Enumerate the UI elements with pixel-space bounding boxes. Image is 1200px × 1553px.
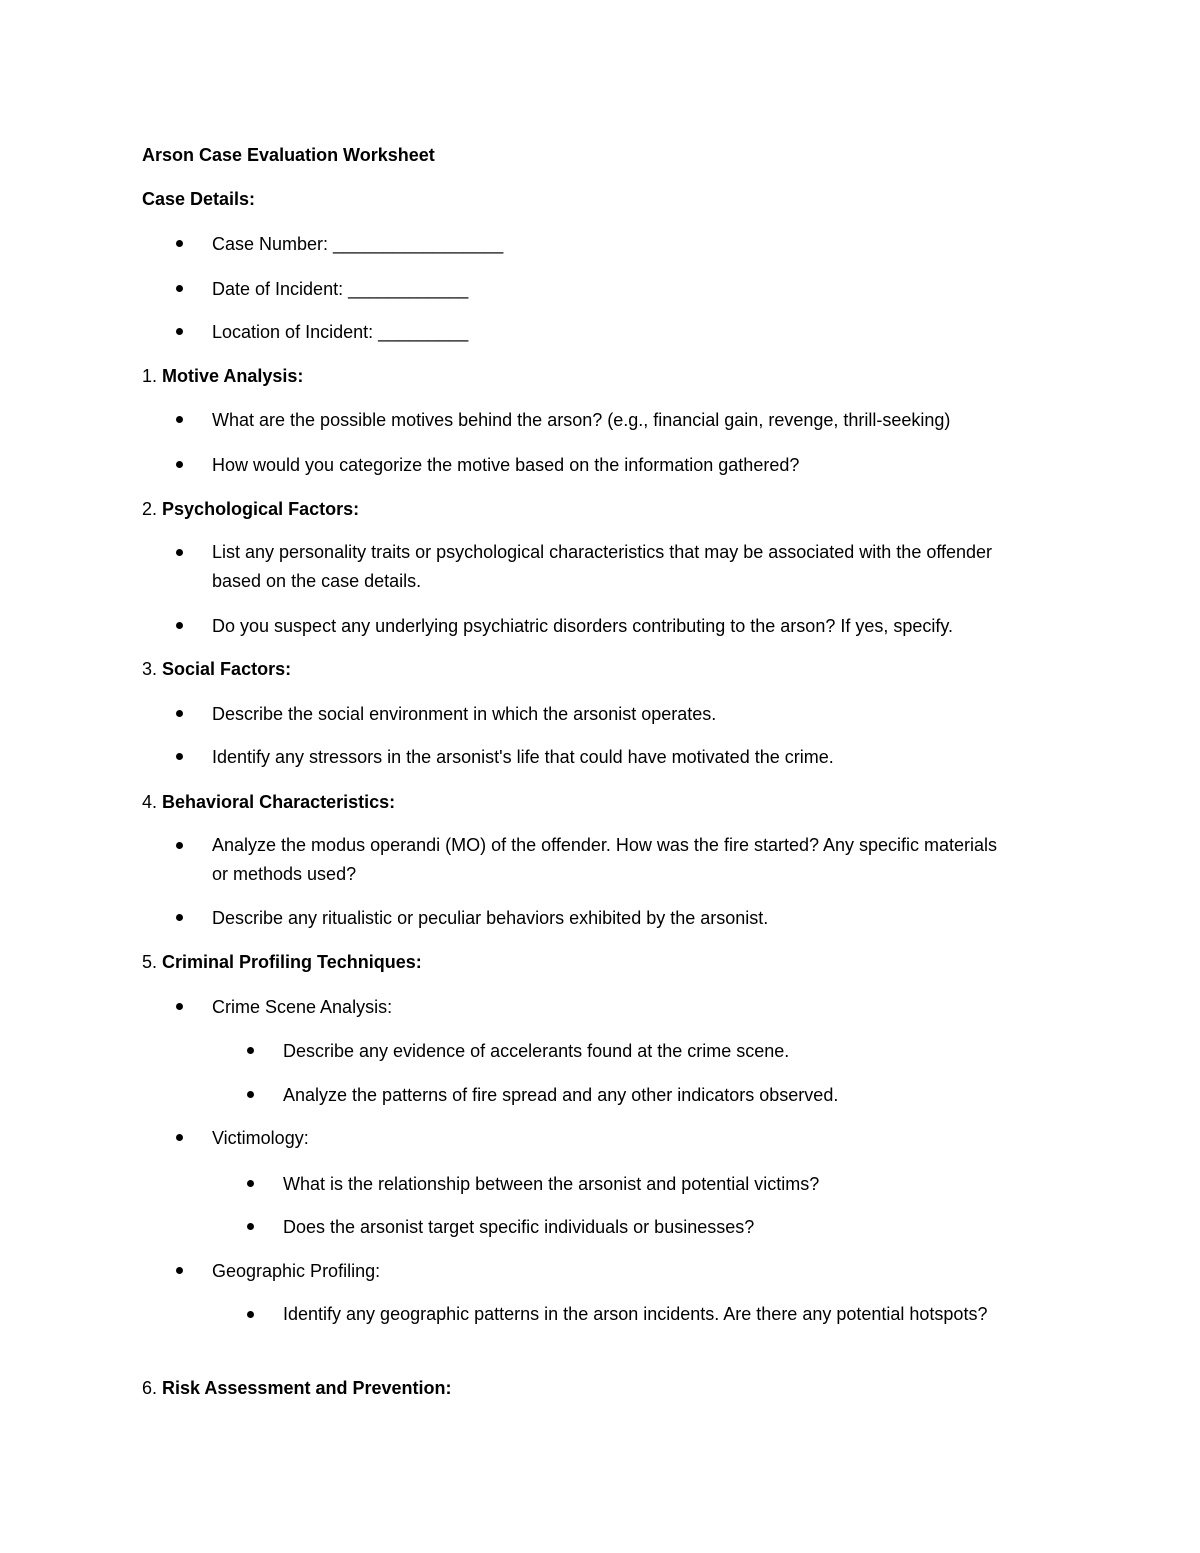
- section-5-title: Criminal Profiling Techniques:: [162, 952, 422, 972]
- bullet-icon: [176, 416, 183, 423]
- crime-scene-question-1: Describe any evidence of accelerants found at the crime scene.: [283, 1041, 790, 1061]
- victimology-question-2: Does the arsonist target specific individuals or businesses?: [283, 1217, 755, 1237]
- social-question-1: Describe the social environment in which the arsonist operates.: [212, 704, 717, 724]
- victimology-label: Victimology:: [212, 1128, 309, 1148]
- bullet-icon: [176, 710, 183, 717]
- section-6-number: 6.: [142, 1378, 158, 1398]
- section-3-title: Social Factors:: [162, 659, 292, 679]
- section-3-number: 3.: [142, 659, 158, 679]
- case-details-heading: Case Details:: [142, 189, 256, 209]
- bullet-icon: [176, 461, 183, 468]
- crime-scene-question-2: Analyze the patterns of fire spread and any other indicators observed.: [283, 1085, 839, 1105]
- section-4-heading: [142, 791, 395, 813]
- bullet-icon: [176, 842, 183, 849]
- bullet-icon: [247, 1047, 254, 1054]
- behavioral-question-1: Analyze the modus operandi (MO) of the offender. How was the fire started? Any specific materials or methods used?: [212, 835, 998, 884]
- location-of-incident-field: Location of Incident: _________: [212, 322, 469, 342]
- page-title: Arson Case Evaluation Worksheet: [142, 145, 435, 165]
- geographic-label: Geographic Profiling:: [212, 1261, 381, 1281]
- bullet-icon: [247, 1180, 254, 1187]
- section-3-heading: [142, 658, 291, 680]
- section-4-number: 4.: [142, 792, 158, 812]
- bullet-icon: [176, 753, 183, 760]
- section-5-number: 5.: [142, 952, 158, 972]
- case-number-field: Case Number: _________________: [212, 234, 504, 254]
- psychological-question-2: Do you suspect any underlying psychiatric disorders contributing to the arson? If yes, specify.: [212, 616, 954, 636]
- bullet-icon: [176, 1267, 183, 1274]
- section-2-heading: [142, 498, 359, 520]
- bullet-icon: [247, 1311, 254, 1318]
- bullet-icon: [247, 1223, 254, 1230]
- section-1-title: Motive Analysis:: [162, 366, 304, 386]
- bullet-icon: [176, 622, 183, 629]
- bullet-icon: [176, 1134, 183, 1141]
- bullet-icon: [176, 1003, 183, 1010]
- geographic-question-1: Identify any geographic patterns in the arson incidents. Are there any potential hotspots?: [283, 1304, 988, 1324]
- section-2-title: Psychological Factors:: [162, 499, 360, 519]
- section-6-title: Risk Assessment and Prevention:: [162, 1378, 452, 1398]
- motive-question-2: How would you categorize the motive based on the information gathered?: [212, 455, 800, 475]
- section-4-title: Behavioral Characteristics:: [162, 792, 396, 812]
- section-5-heading: [142, 951, 422, 973]
- section-6-heading: [142, 1377, 451, 1399]
- behavioral-question-2: Describe any ritualistic or peculiar behaviors exhibited by the arsonist.: [212, 908, 769, 928]
- social-question-2: Identify any stressors in the arsonist's life that could have motivated the crime.: [212, 747, 834, 767]
- victimology-question-1: What is the relationship between the arsonist and potential victims?: [283, 1174, 820, 1194]
- date-of-incident-field: Date of Incident: ____________: [212, 279, 469, 299]
- section-2-number: 2.: [142, 499, 158, 519]
- bullet-icon: [176, 549, 183, 556]
- bullet-icon: [176, 914, 183, 921]
- section-1-number: 1.: [142, 366, 158, 386]
- bullet-icon: [176, 285, 183, 292]
- psychological-question-1: List any personality traits or psychological characteristics that may be associated with the offender based on the case details.: [212, 542, 993, 591]
- motive-question-1: What are the possible motives behind the arson? (e.g., financial gain, revenge, thrill-seeking): [212, 410, 951, 430]
- crime-scene-label: Crime Scene Analysis:: [212, 997, 393, 1017]
- bullet-icon: [176, 328, 183, 335]
- bullet-icon: [247, 1091, 254, 1098]
- section-1-heading: [142, 365, 303, 387]
- bullet-icon: [176, 240, 183, 247]
